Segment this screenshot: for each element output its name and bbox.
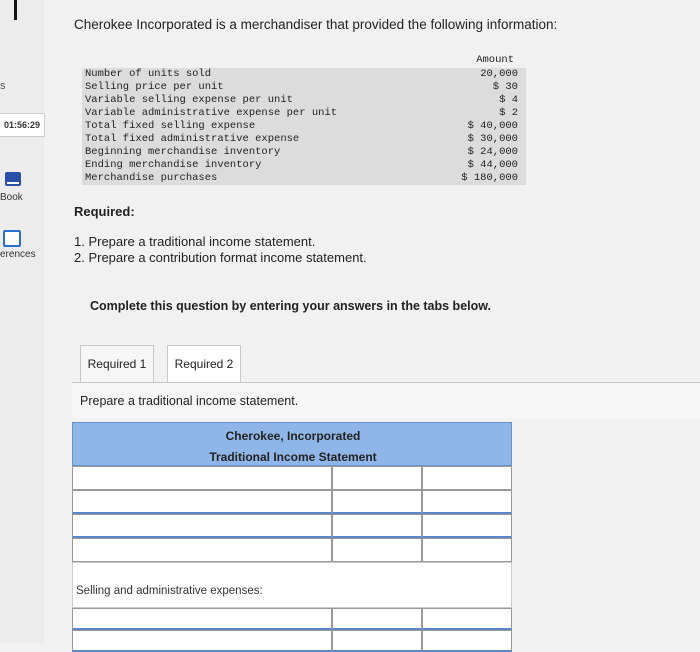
amount-input[interactable] [332,490,422,514]
info-row [82,133,526,146]
info-value: 20,000 [480,68,518,80]
required-item-2: 2. Prepare a contribution format income statement. [74,250,367,265]
tab-bar [72,345,700,385]
required-heading: Required: [74,204,135,219]
info-label: Beginning merchandise inventory [85,146,281,158]
info-label: Total fixed administrative expense [85,133,300,145]
line-item-input[interactable] [72,466,332,490]
info-value: $ 4 [499,94,518,106]
info-table [82,54,526,192]
references-label[interactable]: erences [0,249,36,260]
income-statement [72,422,512,622]
info-label: Number of units sold [85,68,212,80]
selling-admin-label: Selling and administrative expenses: [76,585,263,597]
info-value: $ 24,000 [467,146,518,158]
info-row [82,68,526,81]
info-row [82,172,526,185]
total-input[interactable] [422,490,512,514]
amount-input[interactable] [332,514,422,538]
info-label: Merchandise purchases [85,172,218,184]
line-item-input[interactable] [72,538,332,562]
timer: 01:56:29 [0,113,45,137]
info-value: $ 180,000 [461,172,518,184]
info-row [82,94,526,107]
amount-input[interactable] [332,538,422,562]
required-list [74,234,367,266]
info-amount-header: Amount [476,54,514,66]
info-value: $ 2 [499,107,518,119]
statement-title: Traditional Income Statement [209,450,377,464]
intro-text: Cherokee Incorporated is a merchandiser that provided the following information: [74,17,558,32]
required-item-1: 1. Prepare a traditional income statement. [74,234,316,249]
total-input[interactable] [422,538,512,562]
tab-required-2[interactable]: Required 2 [167,345,241,382]
info-value: $ 44,000 [467,159,518,171]
info-row [82,81,526,94]
book-icon[interactable] [5,172,21,186]
instructions-text: Complete this question by entering your answers in the tabs below. [90,299,491,313]
tab-content-header [72,382,700,419]
info-row [82,120,526,133]
amount-input[interactable] [332,630,422,652]
line-item-input[interactable] [72,490,332,514]
tab-prompt: Prepare a traditional income statement. [80,394,299,408]
tab-required-1[interactable]: Required 1 [80,345,154,382]
sidebar-accent-bar [14,0,17,20]
total-input[interactable] [422,630,512,652]
references-icon[interactable] [3,230,21,247]
company-name: Cherokee, Incorporated [225,429,361,443]
main-content [44,0,700,643]
info-label: Ending merchandise inventory [85,159,262,171]
total-input[interactable] [422,608,512,630]
left-sidebar [0,0,44,643]
line-item-input[interactable] [72,630,332,652]
info-row [82,107,526,120]
info-value: $ 30,000 [467,133,518,145]
amount-input[interactable] [332,466,422,490]
income-statement-header [72,422,512,466]
info-value: $ 40,000 [467,120,518,132]
info-label: Variable administrative expense per unit [85,107,338,119]
info-label: Selling price per unit [85,81,224,93]
total-input[interactable] [422,514,512,538]
total-input[interactable] [422,466,512,490]
info-row [82,146,526,159]
info-row [82,159,526,172]
info-label: Total fixed selling expense [85,120,256,132]
line-item-input[interactable] [72,608,332,630]
line-item-input[interactable] [72,514,332,538]
amount-input[interactable] [332,608,422,630]
book-label[interactable]: Book [0,192,23,203]
info-value: $ 30 [492,81,518,93]
sidebar-s-label: s [0,80,6,92]
info-label: Variable selling expense per unit [85,94,293,106]
income-statement-body [72,466,512,646]
